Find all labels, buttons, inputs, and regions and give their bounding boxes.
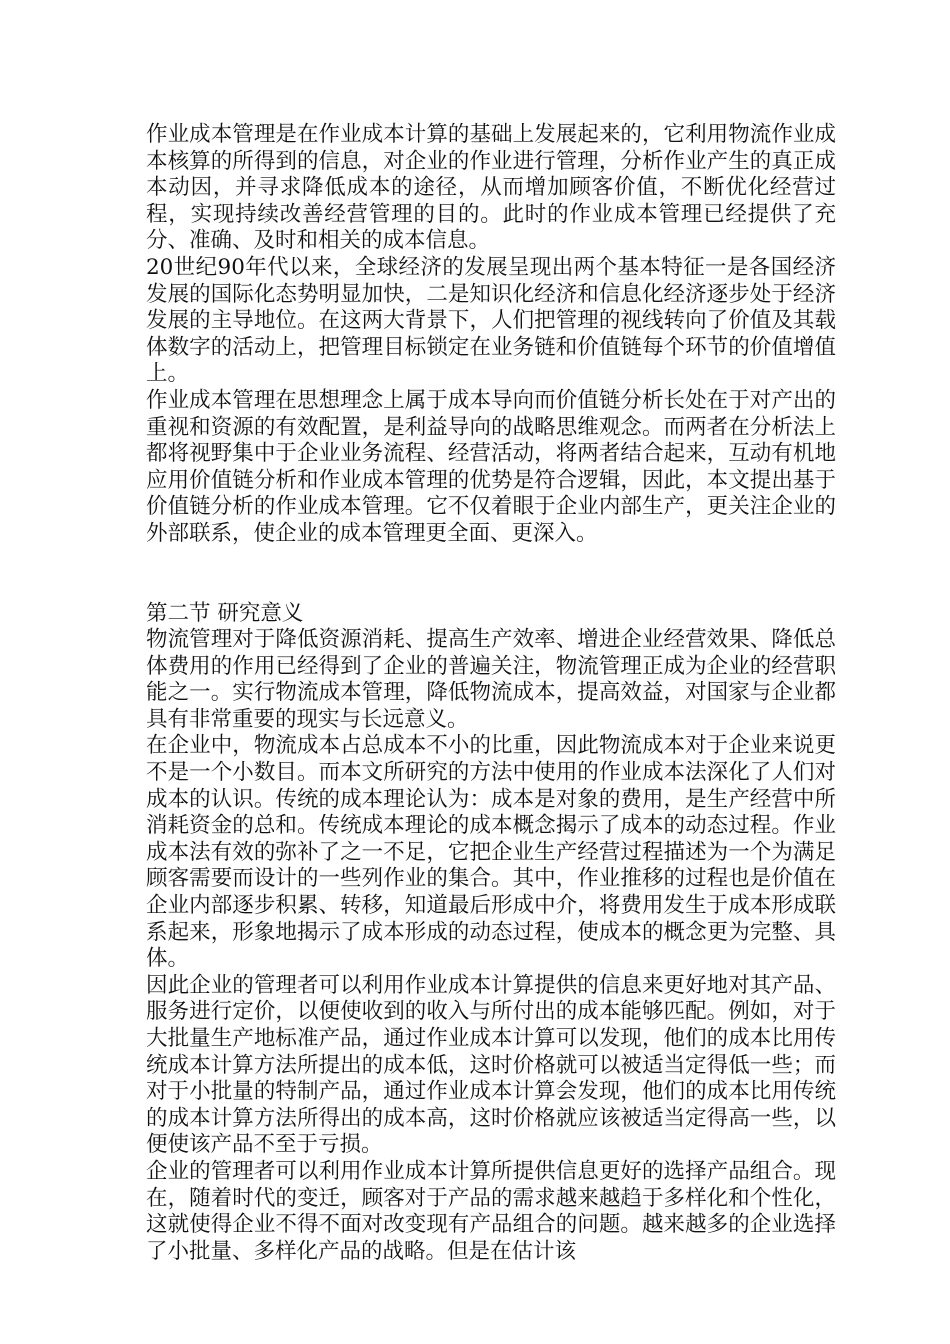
body-paragraph: 20世纪90年代以来，全球经济的发展呈现出两个基本特征一是各国经济发展的国际化态势明显加快，二是知识化经济和信息化经济逐步处于经济发展的主导地位。在这两大背景下，人们把管理的视线转向了价值及其载体数字的活动上，把管理目标锁定在业务链和价值链每个环节的价值增值上。 bbox=[146, 254, 836, 387]
body-paragraph: 因此企业的管理者可以利用作业成本计算提供的信息来更好地对其产品、服务进行定价，以便使收到的收入与所付出的成本能够匹配。例如，对于大批量生产地标准产品，通过作业成本计算可以发现，他们的成本比用传统成本计算方法所提出的成本低，这时价格就可以被适当定得低一些；而对于小批量的特制产品，通过作业成本计算会发现，他们的成本比用传统的成本计算方法所得出的成本高，这时价格就应该被适当定得高一些，以便使该产品不至于亏损。 bbox=[146, 972, 836, 1158]
body-paragraph: 在企业中，物流成本占总成本不小的比重，因此物流成本对于企业来说更不是一个小数目。而本文所研究的方法中使用的作业成本法深化了人们对成本的认识。传统的成本理论认为：成本是对象的费用，是生产经营中所消耗资金的总和。传统成本理论的成本概念揭示了成本的动态过程。作业成本法有效的弥补了之一不足，它把企业生产经营过程描述为一个为满足顾客需要而设计的一些列作业的集合。其中，作业推移的过程也是价值在企业内部逐步积累、转移，知道最后形成中介，将费用发生于成本形成联系起来，形象地揭示了成本形成的动态过程，使成本的概念更为完整、具体。 bbox=[146, 733, 836, 972]
document-page bbox=[146, 122, 836, 1265]
body-paragraph: 企业的管理者可以利用作业成本计算所提供信息更好的选择产品组合。现在，随着时代的变迁，顾客对于产品的需求越来越趋于多样化和个性化，这就使得企业不得不面对改变现有产品组合的问题。越来越多的企业选择了小批量、多样化产品的战略。但是在估计该 bbox=[146, 1158, 836, 1264]
section-spacer bbox=[146, 548, 836, 601]
body-paragraph: 作业成本管理是在作业成本计算的基础上发展起来的，它利用物流作业成本核算的所得到的信息，对企业的作业进行管理，分析作业产生的真正成本动因，并寻求降低成本的途径，从而增加顾客价值，不断优化经营过程，实现持续改善经营管理的目的。此时的作业成本管理已经提供了充分、准确、及时和相关的成本信息。 bbox=[146, 122, 836, 254]
body-paragraph: 作业成本管理在思想理念上属于成本导向而价值链分析长处在于对产出的重视和资源的有效配置，是利益导向的战略思维观念。而两者在分析法上都将视野集中于企业业务流程、经营活动，将两者结合起来，互动有机地应用价值链分析和作业成本管理的优势是符合逻辑，因此，本文提出基于价值链分析的作业成本管理。它不仅着眼于企业内部生产，更关注企业的外部联系，使企业的成本管理更全面、更深入。 bbox=[146, 387, 836, 546]
section-heading: 第二节 研究意义 bbox=[146, 600, 304, 626]
body-paragraph: 物流管理对于降低资源消耗、提高生产效率、增进企业经营效果、降低总体费用的作用已经得到了企业的普遍关注，物流管理正成为企业的经营职能之一。实行物流成本管理，降低物流成本，提高效益，对国家与企业都具有非常重要的现实与长远意义。 bbox=[146, 627, 836, 732]
